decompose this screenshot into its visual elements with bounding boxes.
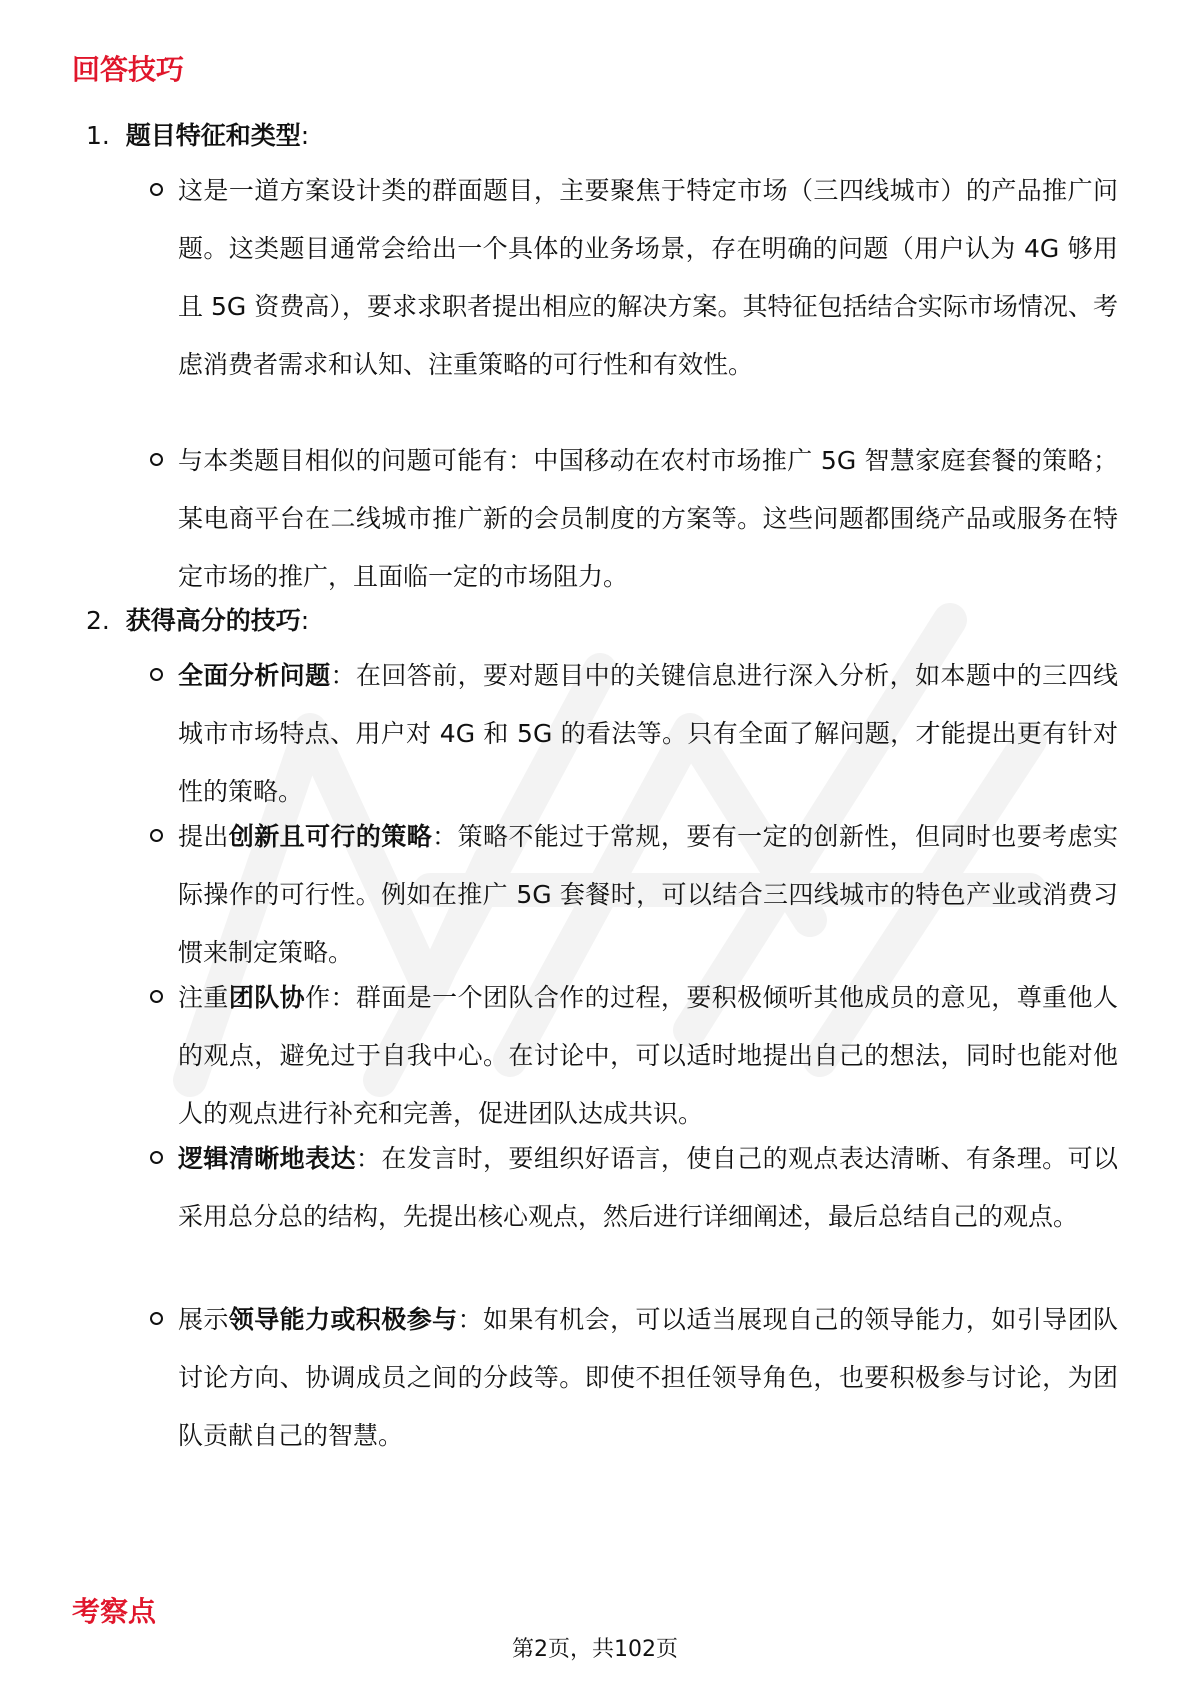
bullet-icon [150, 668, 163, 681]
bullet-text: ：如果有机会，可以适当展现自己的领导能力，如引导团队讨论方向、协调成员之间的分歧等。即使不担任领导角色，也要积极参与讨论，为团队贡献自己的智慧。 [178, 1305, 1118, 1450]
bullet-icon [150, 829, 163, 842]
bullet-paragraph [178, 969, 1118, 1143]
item-title-colon: : [300, 606, 310, 635]
bullet-text: ：在回答前，要对题目中的关键信息进行深入分析，如本题中的三四线城市市场特点、用户对 4G 和 5G 的看法等。只有全面了解问题，才能提出更有针对性的策略。 [178, 661, 1118, 806]
bullet-icon [150, 1312, 163, 1325]
bullet-icon [150, 1151, 163, 1164]
bullet-paragraph [178, 1291, 1118, 1465]
bullet-paragraph [178, 808, 1118, 982]
bullet-bold-key: 团队协 [228, 983, 306, 1012]
item-number: 1. [86, 121, 110, 150]
bullet-icon [150, 453, 163, 466]
item-title-text: 题目特征和类型 [125, 121, 301, 150]
bullet-lead: 注重 [178, 983, 229, 1012]
section-heading-answer-tips: 回答技巧 [72, 53, 185, 86]
bullet-icon [150, 183, 163, 196]
bullet-paragraph [178, 647, 1118, 821]
page-footer: 第2页，共102页 [512, 1637, 678, 1662]
bullet-paragraph: 这是一道方案设计类的群面题目，主要聚焦于特定市场（三四线城市）的产品推广问题。这类题目通常会给出一个具体的业务场景，存在明确的问题（用户认为 4G 够用且 5G 资费高），要求求职者提出相应的解决方案。其特征包括结合实际市场情况、考虑消费者需求和认知、注重策略的可行性和有效性。 [178, 176, 1118, 379]
bullet-icon [150, 990, 163, 1003]
bullet-lead: 提出 [178, 822, 229, 851]
bullet-bold-key: 领导能力或积极参与 [228, 1305, 458, 1334]
numbered-item-title [86, 116, 309, 156]
bullet-paragraph: 与本类题目相似的问题可能有：中国移动在农村市场推广 5G 智慧家庭套餐的策略；某电商平台在二线城市推广新的会员制度的方案等。这些问题都围绕产品或服务在特定市场的推广，且面临一定的市场阻力。 [178, 446, 1118, 591]
item-title-colon: : [300, 121, 310, 150]
item-title-text: 获得高分的技巧 [125, 606, 301, 635]
bullet-bold-key: 逻辑清晰地表达 [178, 1144, 356, 1173]
numbered-item-title [86, 601, 309, 641]
bullet-text: 作：群面是一个团队合作的过程，要积极倾听其他成员的意见，尊重他人的观点，避免过于自我中心。在讨论中，可以适时地提出自己的想法，同时也能对他人的观点进行补充和完善，促进团队达成共识。 [178, 983, 1118, 1128]
bullet-lead: 展示 [178, 1305, 229, 1334]
bullet-paragraph [178, 1130, 1118, 1246]
bullet-bold-key: 创新且可行的策略 [228, 822, 433, 851]
bullet-text: ：在发言时，要组织好语言，使自己的观点表达清晰、有条理。可以采用总分总的结构，先提出核心观点，然后进行详细阐述，最后总结自己的观点。 [178, 1144, 1118, 1231]
bullet-text: ：策略不能过于常规，要有一定的创新性，但同时也要考虑实际操作的可行性。例如在推广 5G 套餐时，可以结合三四线城市的特色产业或消费习惯来制定策略。 [178, 822, 1118, 967]
section-heading-assessment-points: 考察点 [72, 1595, 157, 1628]
item-number: 2. [86, 606, 110, 635]
bullet-bold-key: 全面分析问题 [178, 661, 331, 690]
